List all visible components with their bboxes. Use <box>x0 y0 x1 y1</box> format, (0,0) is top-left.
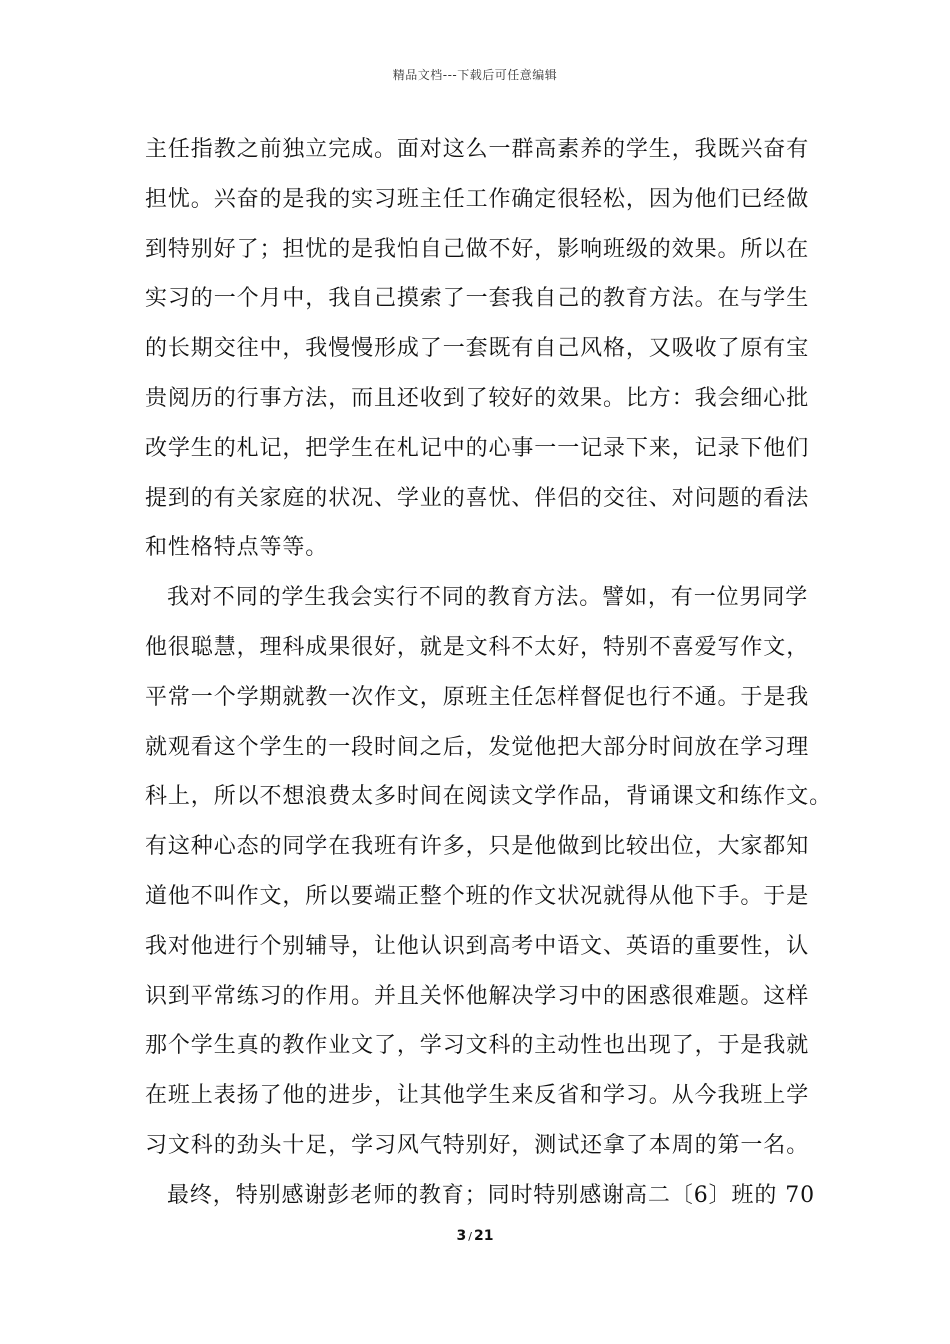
text-line: 我对他进行个别辅导，让他认识到高考中语文、英语的重要性，认 <box>145 933 810 959</box>
text-line: 有这种心态的同学在我班有许多，只是他做到比较出位，大家都知 <box>145 834 810 860</box>
text-line: 识到平常练习的作用。并且关怀他解决学习中的困惑很难题。这样 <box>145 983 810 1009</box>
page-separator: / <box>468 1230 472 1243</box>
text-line: 担忧。兴奋的是我的实习班主任工作确定很轻松，因为他们已经做 <box>145 186 810 212</box>
current-page-number: 3 <box>456 1228 467 1244</box>
text-line: 科上，所以不想浪费太多时间在阅读文学作品，背诵课文和练作文。 <box>145 784 833 810</box>
paragraph-start-line: 最终，特别感谢彭老师的教育；同时特别感谢高二〔6〕班的 70 <box>167 1182 815 1208</box>
text-line: 的长期交往中，我慢慢形成了一套既有自己风格，又吸收了原有宝 <box>145 336 810 362</box>
text-line: 道他不叫作文，所以要端正整个班的作文状况就得从他下手。于是 <box>145 883 810 909</box>
text-line: 主任指教之前独立完成。面对这么一群高素养的学生，我既兴奋有 <box>145 137 810 162</box>
text-line: 提到的有关家庭的状况、学业的喜忧、伴侣的交往、对问题的看法 <box>145 485 810 511</box>
page-header: 精品文档---下载后可任意编辑 <box>392 68 558 82</box>
text-line: 改学生的札记，把学生在札记中的心事一一记录下来，记录下他们 <box>145 435 810 461</box>
text-line: 那个学生真的教作业文了，学习文科的主动性也出现了，于是我就 <box>145 1033 810 1059</box>
text-line: 到特别好了；担忧的是我怕自己做不好，影响班级的效果。所以在 <box>145 236 810 262</box>
page-number <box>0 1228 950 1244</box>
text-line: 贵阅历的行事方法，而且还收到了较好的效果。比方：我会细心批 <box>145 385 810 411</box>
text-line: 就观看这个学生的一段时间之后，发觉他把大部分时间放在学习理 <box>145 734 810 760</box>
total-pages-number: 21 <box>473 1228 494 1244</box>
text-line: 他很聪慧，理科成果很好，就是文科不太好，特别不喜爱写作文， <box>145 634 810 660</box>
text-line: 平常一个学期就教一次作文，原班主任怎样督促也行不通。于是我 <box>145 684 810 710</box>
text-line: 习文科的劲头十足，学习风气特别好，测试还拿了本周的第一名。 <box>145 1132 810 1158</box>
paragraph-start-line: 我对不同的学生我会实行不同的教育方法。譬如，有一位男同学 <box>167 585 809 611</box>
text-line: 和性格特点等等。 <box>145 535 329 561</box>
text-line: 实习的一个月中，我自己摸索了一套我自己的教育方法。在与学生 <box>145 286 810 312</box>
document-body <box>145 128 833 1224</box>
text-line: 在班上表扬了他的进步，让其他学生来反省和学习。从今我班上学 <box>145 1083 810 1109</box>
